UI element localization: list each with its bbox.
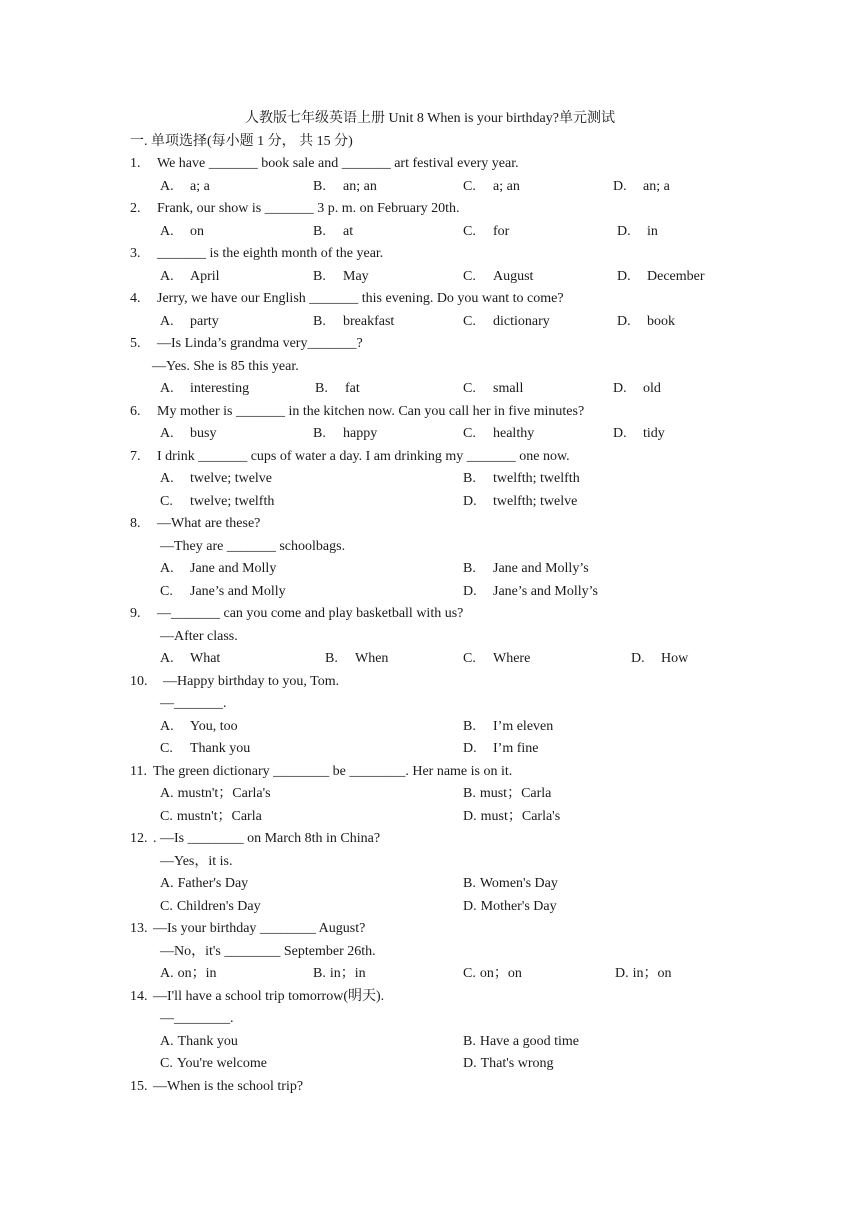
option-letter: C.	[160, 808, 173, 824]
answer-option	[463, 582, 598, 602]
option-text: December	[647, 268, 705, 284]
question-number: 2.	[130, 201, 141, 216]
option-letter: C.	[463, 651, 476, 666]
answer-option	[631, 649, 688, 669]
answer-option	[617, 267, 705, 287]
option-letter: A.	[160, 718, 174, 734]
option-letter: B.	[463, 561, 476, 576]
option-letter: C.	[463, 426, 476, 441]
option-text: Thank you	[177, 1033, 238, 1049]
question-dialogue-line: —________.	[160, 1011, 234, 1026]
question-stem	[130, 604, 463, 624]
answer-option	[160, 222, 204, 242]
option-text: in；in	[329, 966, 366, 981]
option-text: a; a	[190, 178, 210, 194]
option-text: twelfth; twelve	[493, 493, 578, 509]
question-stem	[130, 829, 380, 849]
question-number: 3.	[130, 246, 141, 261]
question-dialogue-line: —Yes. She is 85 this year.	[152, 358, 299, 374]
option-text: healthy	[493, 426, 535, 441]
question-stem	[130, 402, 584, 422]
option-text: must；Carla	[479, 786, 552, 801]
option-text: book	[647, 313, 675, 329]
question-number: 14.	[130, 988, 148, 1004]
option-letter: C.	[463, 268, 476, 284]
question-text: . —Is ________ on March 8th in China?	[153, 831, 381, 846]
question-stem	[130, 514, 260, 534]
answer-option	[160, 649, 220, 669]
option-text: twelfth; twelfth	[493, 471, 580, 486]
option-letter: D.	[613, 426, 627, 441]
question-number: 11.	[130, 763, 147, 779]
answer-option	[160, 177, 210, 197]
answer-option	[160, 739, 250, 759]
question-text: —When is the school trip?	[153, 1078, 304, 1094]
option-text: How	[661, 651, 689, 666]
option-text: an; an	[343, 178, 377, 194]
question-text: The green dictionary ________ be ________. Her name is on it.	[153, 763, 513, 779]
option-text: in	[647, 223, 658, 239]
option-text: must；Carla's	[480, 808, 561, 824]
answer-option	[160, 559, 276, 579]
option-text: mustn't；Carla	[176, 808, 262, 824]
option-letter: B.	[315, 381, 328, 396]
option-text: Women's Day	[479, 876, 558, 891]
option-letter: A.	[160, 1033, 174, 1049]
option-letter: A.	[160, 786, 174, 801]
option-text: twelve; twelve	[190, 471, 273, 486]
option-letter: B.	[463, 718, 476, 734]
question-text: —What are these?	[157, 516, 261, 531]
question-text: Jerry, we have our English _______ this evening. Do you want to come?	[157, 291, 564, 306]
answer-option	[463, 424, 534, 444]
question-dialogue-line: —_______.	[160, 696, 227, 711]
question-number: 10.	[130, 673, 148, 689]
option-text: That's wrong	[480, 1056, 554, 1071]
answer-option	[160, 897, 261, 917]
option-letter: C.	[463, 223, 476, 239]
question-text: —Is your birthday ________ August?	[153, 921, 366, 936]
option-text: Children's Day	[176, 898, 261, 914]
option-text: happy	[343, 426, 378, 441]
option-text: small	[493, 381, 524, 396]
option-letter: A.	[160, 426, 174, 441]
answer-option	[463, 807, 560, 827]
option-text: Jane’s and Molly’s	[493, 583, 598, 599]
question-dialogue-line: —They are _______ schoolbags.	[160, 538, 346, 554]
option-text: I’m fine	[493, 741, 539, 756]
option-text: at	[343, 223, 354, 239]
option-letter: D.	[617, 223, 631, 239]
question-number: 5.	[130, 336, 141, 351]
answer-option	[463, 784, 551, 804]
question-number: 15.	[130, 1078, 148, 1094]
option-letter: D.	[463, 741, 477, 756]
option-letter: A.	[160, 651, 174, 666]
option-letter: A.	[160, 471, 174, 486]
question-stem	[130, 199, 460, 219]
option-text: old	[643, 381, 661, 396]
answer-option	[160, 784, 271, 804]
question-stem	[130, 1077, 303, 1097]
option-letter: D.	[463, 898, 477, 914]
question-number: 6.	[130, 403, 141, 419]
answer-option	[463, 379, 523, 399]
option-text: an; a	[643, 178, 670, 194]
question-text: Frank, our show is _______ 3 p. m. on February 20th.	[157, 201, 460, 216]
option-letter: D.	[631, 651, 645, 666]
option-letter: B.	[325, 651, 338, 666]
question-number: 8.	[130, 516, 141, 531]
question-number: 9.	[130, 606, 141, 621]
answer-option	[463, 739, 538, 759]
answer-option	[160, 1054, 267, 1074]
answer-option	[325, 649, 388, 669]
option-text: in；on	[632, 966, 672, 981]
question-text: My mother is _______ in the kitchen now. Can you call her in five minutes?	[157, 403, 585, 419]
question-text: —Is Linda’s grandma very_______?	[157, 336, 363, 351]
option-text: May	[343, 268, 369, 284]
question-dialogue-line: —After class.	[160, 628, 238, 644]
question-text: —_______ can you come and play basketball with us?	[157, 606, 464, 621]
option-letter: C.	[463, 178, 476, 194]
answer-option	[463, 559, 589, 579]
answer-option	[160, 807, 262, 827]
option-letter: B.	[313, 178, 326, 194]
answer-option	[160, 312, 219, 332]
answer-option	[463, 469, 580, 489]
option-letter: D.	[463, 1056, 477, 1071]
answer-option	[463, 874, 558, 894]
answer-option	[463, 222, 509, 242]
question-text: —I'll have a school trip tomorrow(明天).	[153, 988, 385, 1004]
answer-option	[463, 964, 522, 984]
answer-option	[160, 379, 249, 399]
option-text: dictionary	[493, 313, 550, 329]
answer-option	[313, 312, 394, 332]
answer-option	[160, 424, 216, 444]
option-letter: A.	[160, 268, 174, 284]
option-text: August	[493, 268, 534, 284]
question-dialogue-line: —Yes，it is.	[160, 853, 233, 869]
answer-option	[313, 964, 366, 984]
question-text: _______ is the eighth month of the year.	[157, 246, 384, 261]
question-dialogue-line: —No，it's ________ September 26th.	[160, 943, 376, 959]
option-letter: D.	[617, 313, 631, 329]
option-text: a; an	[493, 178, 520, 194]
answer-option	[463, 177, 520, 197]
answer-option	[463, 717, 553, 737]
option-text: tidy	[643, 426, 665, 441]
answer-option	[313, 424, 377, 444]
option-text: fat	[345, 381, 360, 396]
option-letter: D.	[463, 583, 477, 599]
answer-option	[463, 492, 577, 512]
answer-option	[615, 964, 672, 984]
option-letter: C.	[160, 898, 173, 914]
question-stem	[130, 987, 384, 1007]
option-text: party	[190, 313, 219, 329]
answer-option	[613, 424, 665, 444]
option-letter: C.	[160, 741, 173, 756]
option-text: Father's Day	[177, 876, 249, 891]
option-letter: B.	[313, 268, 326, 284]
question-text: —Happy birthday to you, Tom.	[163, 673, 340, 689]
answer-option	[160, 582, 286, 602]
answer-option	[313, 267, 369, 287]
answer-option	[160, 469, 272, 489]
question-stem	[130, 919, 365, 939]
option-text: Where	[493, 651, 531, 666]
option-text: on	[190, 223, 204, 239]
answer-option	[617, 222, 658, 242]
answer-option	[160, 492, 274, 512]
answer-option	[160, 717, 238, 737]
option-text: Jane and Molly’s	[493, 561, 589, 576]
option-letter: B.	[463, 1033, 476, 1049]
option-text: Mother's Day	[480, 898, 557, 914]
answer-option	[160, 964, 217, 984]
option-letter: A.	[160, 561, 174, 576]
answer-option	[315, 379, 360, 399]
option-letter: D.	[463, 808, 477, 824]
option-letter: C.	[160, 583, 173, 599]
answer-option	[617, 312, 675, 332]
option-letter: A.	[160, 178, 174, 194]
option-letter: D.	[617, 268, 631, 284]
answer-option	[613, 379, 661, 399]
option-text: You're welcome	[176, 1056, 267, 1071]
option-letter: D.	[463, 493, 477, 509]
option-letter: D.	[613, 178, 627, 194]
option-letter: B.	[463, 471, 476, 486]
option-letter: B.	[313, 966, 326, 981]
option-letter: A.	[160, 966, 174, 981]
option-letter: A.	[160, 313, 174, 329]
answer-option	[613, 177, 670, 197]
answer-option	[463, 1054, 554, 1074]
question-stem	[130, 334, 363, 354]
question-stem	[130, 244, 383, 264]
option-text: twelve; twelfth	[190, 493, 275, 509]
option-text: breakfast	[343, 313, 395, 329]
option-letter: D.	[613, 381, 627, 396]
answer-option	[160, 267, 220, 287]
option-text: What	[190, 651, 221, 666]
answer-option	[313, 177, 377, 197]
option-text: April	[190, 268, 220, 284]
document-title: 人教版七年级英语上册 Unit 8 When is your birthday?单元测试	[245, 111, 615, 126]
answer-option	[160, 874, 248, 894]
question-number: 12.	[130, 831, 148, 846]
answer-option	[463, 312, 550, 332]
question-text: We have _______ book sale and _______ art festival every year.	[157, 156, 519, 171]
section-heading: 一. 单项选择(每小题 1 分， 共 15 分)	[130, 134, 353, 149]
question-number: 1.	[130, 156, 141, 171]
question-stem	[130, 672, 339, 692]
option-text: Have a good time	[479, 1033, 579, 1049]
option-text: mustn't；Carla's	[177, 786, 271, 801]
answer-option	[313, 222, 353, 242]
option-letter: C.	[160, 493, 173, 509]
option-text: busy	[190, 426, 217, 441]
option-letter: C.	[463, 381, 476, 396]
question-stem	[130, 154, 519, 174]
answer-option	[463, 897, 557, 917]
question-number: 4.	[130, 291, 141, 306]
question-number: 7.	[130, 448, 141, 464]
option-text: Thank you	[190, 741, 251, 756]
question-stem	[130, 762, 512, 782]
option-letter: C.	[160, 1056, 173, 1071]
answer-option	[463, 649, 530, 669]
option-letter: A.	[160, 381, 174, 396]
option-text: Jane’s and Molly	[190, 583, 286, 599]
option-text: interesting	[190, 381, 250, 396]
option-letter: C.	[463, 966, 476, 981]
answer-option	[463, 267, 533, 287]
question-stem	[130, 289, 564, 309]
question-number: 13.	[130, 921, 148, 936]
option-letter: B.	[313, 426, 326, 441]
option-letter: D.	[615, 966, 629, 981]
option-text: You, too	[190, 718, 238, 734]
option-letter: A.	[160, 223, 174, 239]
question-stem	[130, 447, 570, 467]
option-letter: A.	[160, 876, 174, 891]
option-letter: B.	[463, 876, 476, 891]
option-text: on；in	[177, 966, 217, 981]
answer-option	[463, 1032, 579, 1052]
option-text: for	[493, 223, 510, 239]
option-letter: B.	[313, 313, 326, 329]
answer-option	[160, 1032, 238, 1052]
option-text: When	[355, 651, 389, 666]
option-text: I’m eleven	[493, 718, 554, 734]
option-text: Jane and Molly	[190, 561, 277, 576]
option-letter: B.	[463, 786, 476, 801]
option-letter: C.	[463, 313, 476, 329]
question-text: I drink _______ cups of water a day. I am drinking my _______ one now.	[157, 448, 570, 464]
option-text: on；on	[479, 966, 522, 981]
option-letter: B.	[313, 223, 326, 239]
